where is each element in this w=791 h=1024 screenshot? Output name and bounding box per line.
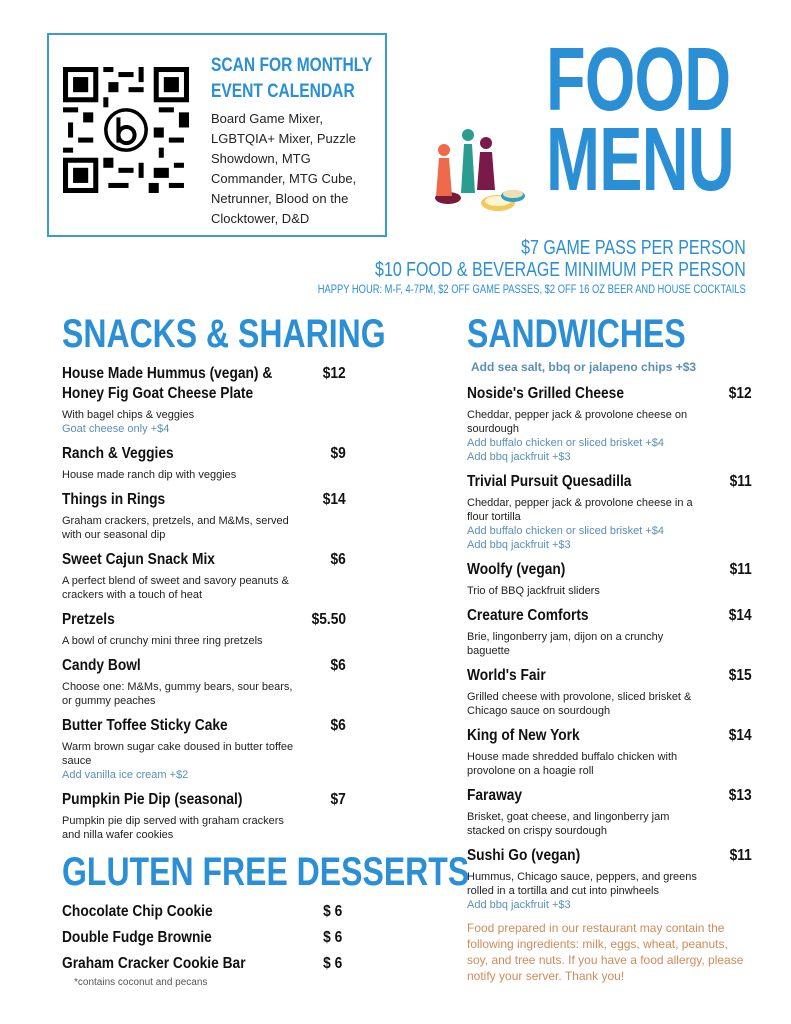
item-price: $15 [729, 667, 752, 684]
qr-code[interactable] [63, 67, 189, 193]
item-addon: Add buffalo chicken or sliced brisket +$4 [467, 525, 664, 537]
minimum-info: $10 FOOD & BEVERAGE MINIMUM PER PERSON [375, 259, 746, 281]
game-pass-info: $7 GAME PASS PER PERSON [521, 237, 746, 259]
scan-heading-line2: EVENT CALENDAR [211, 81, 355, 102]
page-title [546, 30, 761, 210]
item-description: Choose one: M&Ms, gummy bears, sour bears, or gummy peaches [62, 681, 293, 707]
dessert-item [62, 902, 352, 922]
item-price: $12 [729, 385, 752, 402]
menu-item [62, 790, 352, 842]
item-name: Ranch & Veggies [62, 445, 174, 462]
item-name: Sweet Cajun Snack Mix [62, 551, 215, 568]
menu-item [467, 384, 752, 464]
sandwiches-section [467, 312, 752, 984]
item-name: World's Fair [467, 667, 546, 684]
item-name: Candy Bowl [62, 657, 141, 674]
item-name: Graham Cracker Cookie Bar [62, 955, 246, 972]
item-addon: Add bbq jackfruit +$3 [467, 451, 571, 463]
item-price: $6 [330, 551, 346, 568]
item-name: Double Fudge Brownie [62, 929, 212, 946]
item-price: $6 [330, 657, 346, 674]
menu-item [467, 666, 752, 718]
item-addon: Add bbq jackfruit +$3 [467, 539, 571, 551]
sandwiches-heading: SANDWICHES [467, 312, 686, 356]
item-name: Pumpkin Pie Dip (seasonal) [62, 791, 243, 808]
item-name: Woolfy (vegan) [467, 561, 566, 578]
item-name: Sushi Go (vegan) [467, 847, 581, 864]
item-name: Things in Rings [62, 491, 166, 508]
allergy-notice: Food prepared in our restaurant may contain the following ingredients: milk, eggs, wheat, peanuts, soy, and tree nuts. If you have a food allergy, please notify your server. Thank you! [467, 921, 744, 983]
event-calendar-box [47, 33, 387, 237]
item-description: Trio of BBQ jackfruit sliders [467, 585, 600, 597]
item-description: Grilled cheese with provolone, sliced brisket & Chicago sauce on sourdough [467, 691, 692, 717]
item-addon: Add buffalo chicken or sliced brisket +$4 [467, 437, 664, 449]
item-name: Trivial Pursuit Quesadilla [467, 473, 632, 490]
item-price: $14 [729, 727, 752, 744]
menu-item [467, 786, 752, 838]
item-name: Butter Toffee Sticky Cake [62, 717, 228, 734]
menu-item [62, 364, 352, 436]
snacks-section [62, 312, 386, 842]
item-price: $13 [729, 787, 752, 804]
item-description: Graham crackers, pretzels, and M&Ms, served with our seasonal dip [62, 515, 289, 541]
menu-item [62, 610, 352, 648]
item-name: Faraway [467, 787, 523, 804]
item-description: Hummus, Chicago sauce, peppers, and greens rolled in a tortilla and cut into pinwheels [467, 871, 697, 897]
item-description: House made shredded buffalo chicken with provolone on a hoagie roll [467, 751, 678, 777]
item-price: $14 [729, 607, 752, 624]
item-price: $12 [323, 365, 346, 382]
scan-heading-line1: SCAN FOR MONTHLY [211, 55, 373, 76]
item-name: Creature Comforts [467, 607, 589, 624]
menu-item [467, 560, 752, 598]
item-description: A perfect blend of sweet and savory peanuts & crackers with a touch of heat [62, 575, 289, 601]
menu-item [467, 726, 752, 778]
item-price: $7 [330, 791, 346, 808]
title-menu: MENU [546, 110, 734, 210]
item-description: A bowl of crunchy mini three ring pretzels [62, 635, 263, 647]
item-addon: Goat cheese only +$4 [62, 423, 170, 435]
snacks-heading: SNACKS & SHARING [62, 312, 386, 356]
item-price: $14 [323, 491, 346, 508]
menu-item [467, 846, 752, 912]
item-name: Noside's Grilled Cheese [467, 385, 624, 402]
item-name: Pretzels [62, 611, 115, 628]
dessert-note: *contains coconut and pecans [74, 977, 208, 988]
item-description: Brisket, goat cheese, and lingonberry jam stacked on crispy sourdough [467, 811, 670, 837]
dessert-item [62, 954, 352, 974]
item-name-line2: Honey Fig Goat Cheese Plate [62, 385, 254, 402]
item-price: $6 [330, 717, 346, 734]
desserts-section [62, 850, 470, 989]
item-description: Cheddar, pepper jack & provolone cheese on sourdough [467, 409, 688, 435]
item-name: Chocolate Chip Cookie [62, 903, 213, 920]
item-addon: Add bbq jackfruit +$3 [467, 899, 571, 911]
dessert-item [62, 928, 352, 948]
item-addon: Add vanilla ice cream +$2 [62, 769, 189, 781]
menu-item [62, 716, 352, 782]
item-description: Pumpkin pie dip served with graham crackers and nilla wafer cookies [62, 815, 284, 841]
event-list: Board Game Mixer, LGBTQIA+ Mixer, Puzzle Showdown, MTG Commander, MTG Cube, Netrunner, Blood on the Clocktower, D&D [211, 111, 357, 226]
menu-item [467, 472, 752, 552]
game-pieces-icon [428, 128, 528, 223]
item-description: With bagel chips & veggies [62, 409, 195, 421]
item-price: $11 [729, 847, 752, 864]
item-price: $5.50 [311, 611, 346, 628]
menu-item [62, 550, 352, 602]
item-price: $9 [330, 445, 346, 462]
item-price: $ 6 [322, 955, 342, 972]
title-food: FOOD [546, 30, 731, 130]
item-price: $11 [729, 561, 752, 578]
item-description: Brie, lingonberry jam, dijon on a crunchy baguette [467, 631, 664, 657]
menu-item [62, 656, 352, 708]
item-description: Cheddar, pepper jack & provolone cheese in a flour tortilla [467, 497, 693, 523]
left-column [62, 312, 470, 989]
item-name: House Made Hummus (vegan) & [62, 365, 273, 382]
chips-addon: Add sea salt, bbq or jalapeno chips +$3 [471, 360, 697, 374]
desserts-heading: GLUTEN FREE DESSERTS [62, 850, 470, 894]
item-description: Warm brown sugar cake doused in butter toffee sauce [62, 741, 294, 767]
happy-hour-info: HAPPY HOUR: M-F, 4-7PM, $2 OFF GAME PASSES, $2 OFF 16 OZ BEER AND HOUSE COCKTAILS [317, 282, 746, 296]
item-price: $ 6 [322, 903, 342, 920]
menu-item [62, 444, 352, 482]
item-description: House made ranch dip with veggies [62, 469, 237, 481]
menu-item [467, 606, 752, 658]
item-name: King of New York [467, 727, 580, 744]
menu-item [62, 490, 352, 542]
item-price: $ 6 [322, 929, 342, 946]
item-price: $11 [729, 473, 752, 490]
